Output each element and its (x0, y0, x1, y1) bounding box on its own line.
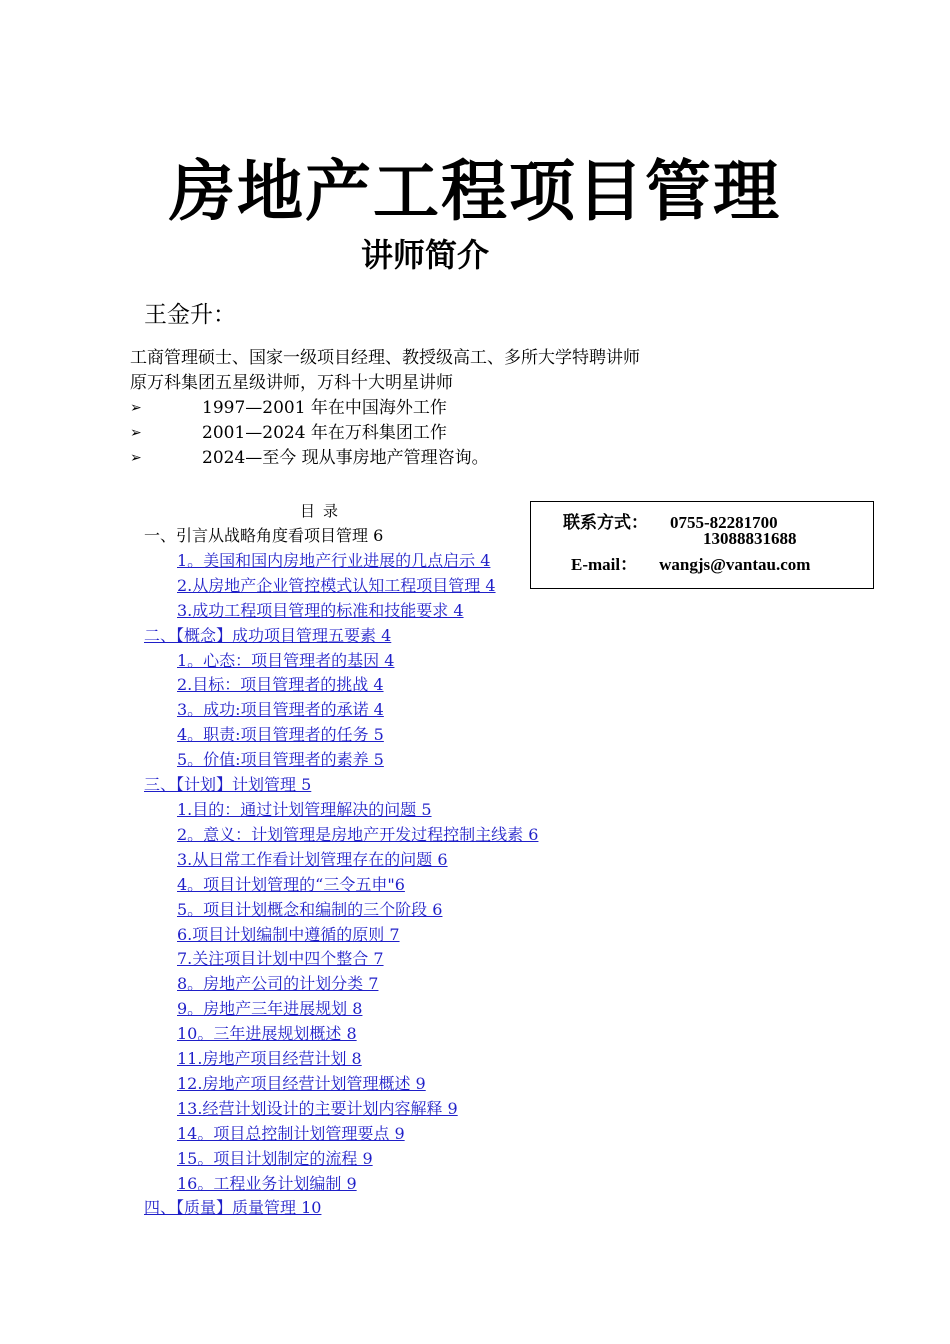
toc-item[interactable] (0, 848, 620, 873)
toc-link[interactable]: 3.成功工程项目管理的标准和技能要求 4 (177, 600, 464, 620)
toc-link[interactable]: 8。房地产公司的计划分类 7 (177, 974, 379, 994)
bio-line-2: 原万科集团五星级讲师，万科十大明星讲师 (130, 373, 453, 393)
toc-item (0, 524, 620, 549)
instructor-bio (130, 346, 640, 471)
toc-item[interactable] (0, 698, 620, 723)
toc-item[interactable] (0, 1022, 620, 1047)
bullet-text: 1997—2001 年在中国海外工作 (202, 398, 447, 418)
toc-link[interactable]: 四、【质量】质量管理 10 (144, 1198, 322, 1218)
bullet-text: 2001—2024 年在万科集团工作 (202, 423, 447, 443)
toc-item[interactable] (0, 873, 620, 898)
toc-link[interactable]: 9。房地产三年进展规划 8 (177, 999, 363, 1019)
toc-link[interactable]: 5。价值:项目管理者的素养 5 (177, 750, 384, 770)
toc-item[interactable] (0, 798, 620, 823)
toc-link[interactable]: 7.关注项目计划中四个整合 7 (177, 949, 384, 969)
toc-link[interactable]: 14。项目总控制计划管理要点 9 (177, 1123, 405, 1143)
toc-item[interactable] (0, 1122, 620, 1147)
phone-1: 0755-82281700 (670, 513, 778, 532)
toc-link[interactable]: 15。项目计划制定的流程 9 (177, 1148, 373, 1168)
toc-link[interactable]: 11.房地产项目经营计划 8 (177, 1049, 362, 1069)
arrow-bullet-icon: ➢ (130, 400, 142, 416)
toc-item[interactable] (0, 898, 620, 923)
toc-link[interactable]: 13.经营计划设计的主要计划内容解释 9 (177, 1098, 458, 1118)
email-label: E-mail： (571, 555, 638, 574)
toc-item[interactable] (0, 972, 620, 997)
toc-link[interactable]: 1。美国和国内房地产行业进展的几点启示 4 (177, 550, 491, 570)
toc-link[interactable]: 2.从房地产企业管控模式认知工程项目管理 4 (177, 575, 496, 595)
toc-link[interactable]: 4。项目计划管理的“三令五申"6 (177, 874, 405, 894)
bullet-text: 2024—至今 现从事房地产管理咨询。 (202, 448, 489, 468)
toc-heading: 目录 (300, 502, 347, 520)
toc-item[interactable] (0, 649, 620, 674)
email-address: wangjs@vantau.com (659, 555, 811, 574)
toc-item[interactable] (0, 1097, 620, 1122)
toc-link[interactable]: 12.房地产项目经营计划管理概述 9 (177, 1073, 426, 1093)
toc-link[interactable]: 3.从日常工作看计划管理存在的问题 6 (177, 849, 448, 869)
toc-item[interactable] (0, 947, 620, 972)
toc-item[interactable] (0, 1047, 620, 1072)
phone-2: 13088831688 (703, 529, 797, 548)
arrow-bullet-icon: ➢ (130, 425, 142, 441)
toc-item[interactable] (0, 1172, 620, 1197)
toc-link[interactable]: 16。工程业务计划编制 9 (177, 1173, 357, 1193)
toc-link[interactable]: 5。项目计划概念和编制的三个阶段 6 (177, 899, 443, 919)
toc-link[interactable]: 二、【概念】成功项目管理五要素 4 (144, 625, 392, 645)
toc-item[interactable] (0, 673, 620, 698)
toc-item[interactable] (0, 549, 620, 574)
table-of-contents (0, 524, 620, 1221)
contact-label: 联系方式： (563, 513, 648, 532)
toc-link[interactable]: 1.目的：通过计划管理解决的问题 5 (177, 799, 432, 819)
toc-link[interactable]: 1。心态：项目管理者的基因 4 (177, 650, 395, 670)
toc-link[interactable]: 10。三年进展规划概述 8 (177, 1024, 357, 1044)
bio-bullet-1 (130, 396, 640, 421)
toc-item[interactable] (0, 773, 620, 798)
toc-item[interactable] (0, 574, 620, 599)
toc-link[interactable]: 6.项目计划编制中遵循的原则 7 (177, 924, 400, 944)
toc-link[interactable]: 2.目标：项目管理者的挑战 4 (177, 675, 384, 695)
toc-link[interactable]: 三、【计划】计划管理 5 (144, 775, 312, 795)
instructor-name: 王金升： (144, 302, 236, 328)
toc-link[interactable]: 3。成功:项目管理者的承诺 4 (177, 700, 384, 720)
toc-link[interactable]: 4。职责:项目管理者的任务 5 (177, 725, 384, 745)
toc-text: 一、引言从战略角度看项目管理 6 (144, 526, 384, 545)
toc-item[interactable] (0, 1147, 620, 1172)
bio-bullet-3 (130, 446, 640, 471)
document-title: 房地产工程项目管理 (169, 153, 781, 230)
toc-item[interactable] (0, 723, 620, 748)
bio-bullet-2 (130, 421, 640, 446)
toc-item[interactable] (0, 748, 620, 773)
arrow-bullet-icon: ➢ (130, 450, 142, 466)
toc-item[interactable] (0, 599, 620, 624)
bio-line-1: 工商管理硕士、国家一级项目经理、教授级高工、多所大学特聘讲师 (130, 348, 640, 368)
toc-item[interactable] (0, 1072, 620, 1097)
toc-item[interactable] (0, 997, 620, 1022)
toc-item[interactable] (0, 624, 620, 649)
toc-item[interactable] (0, 823, 620, 848)
toc-link[interactable]: 2。意义：计划管理是房地产开发过程控制主线素 6 (177, 824, 539, 844)
section-subtitle: 讲师简介 (360, 236, 489, 274)
toc-item[interactable] (0, 1196, 620, 1221)
toc-item[interactable] (0, 923, 620, 948)
